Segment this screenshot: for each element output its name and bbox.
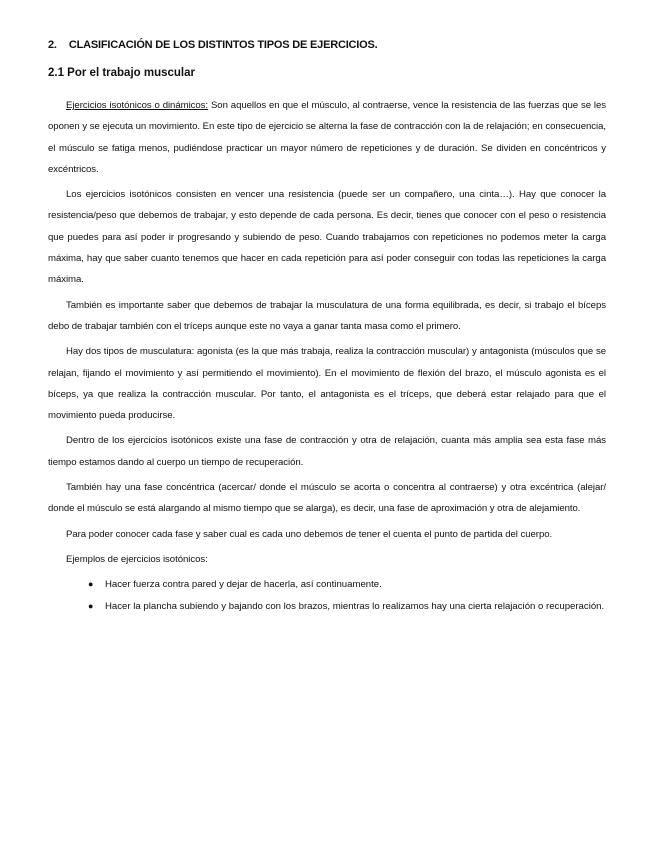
section-number: 2. — [48, 39, 57, 51]
list-item-text: Hacer la plancha subiendo y bajando con los brazos, mientras lo realizamos hay una cierta relajación o recuperación. — [105, 600, 605, 612]
paragraph-agonist-antagonist: Hay dos tipos de musculatura: agonista (es la que más trabaja, realiza la contracción muscular) y antagonista (músculos que se relajan, fijando el movimiento y así permitiendo el movimiento). En el movimiento de flexión del brazo, el músculo agonista es el bíceps, ya que realiza la contracción muscular. Por tanto, el antagonista es el tríceps, que deberá estar relajado para que el movimiento pueda producirse. — [48, 346, 606, 422]
paragraph-concentric-eccentric: También hay una fase concéntrica (acercar/ donde el músculo se acorta o concentra al contraerse) y otra excéntrica (alejar/ donde el músculo se está alargando al mismo tiempo que se alarga), es decir, una fase de aproximación y otra de alejamiento. — [48, 482, 606, 515]
paragraph-examples-intro: Ejemplos de ejercicios isotónicos: — [66, 553, 208, 565]
document-page — [48, 38, 606, 617]
examples-list — [48, 574, 606, 617]
bullet-icon: ● — [88, 579, 94, 590]
paragraph-contraction-relaxation: Dentro de los ejercicios isotónicos existe una fase de contracción y otra de relajación, cuanta más amplia sea esta fase más tiempo estamos dando al cuerpo un tiempo de recuperación. — [48, 435, 606, 468]
section-title: CLASIFICACIÓN DE LOS DISTINTOS TIPOS DE EJERCICIOS. — [68, 39, 378, 51]
subsection-heading: 2.1 Por el trabajo muscular — [48, 67, 196, 79]
paragraph-balanced-musculature: También es importante saber que debemos de trabajar la musculatura de una forma equilibrada, es decir, si trabajo el bíceps debo de trabajar también con el tríceps aunque este no vaya a ganar tanta masa como el primero. — [48, 299, 606, 332]
section-heading — [48, 38, 606, 53]
list-item — [88, 574, 606, 595]
bullet-icon: ● — [88, 600, 94, 611]
list-item-text: Hacer fuerza contra pared y dejar de hacerla, así continuamente. — [105, 579, 382, 591]
paragraph-starting-point: Para poder conocer cada fase y saber cual es cada uno debemos de tener el cuenta el punto de partida del cuerpo. — [66, 528, 553, 540]
paragraph-isotonic-definition — [48, 95, 606, 180]
paragraph-resistance: Los ejercicios isotónicos consisten en vencer una resistencia (puede ser un compañero, una cinta…). Hay que conocer la resistencia/peso que debemos de trabajar, y esto depende de cada persona. Es decir, tienes que conocer con el peso o resistencia que puedes para así poder ir progresando y subiendo de peso. Cuando trabajamos con repeticiones no podemos meter la carga máxima, hay que saber cuanto tenemos que hacer en cada repetición para así poder conseguir con todas las repeticiones la carga máxima. — [48, 189, 606, 286]
paragraph-text: Son aquellos en que el músculo, al contraerse, vence la resistencia de las fuerzas que se les oponen y se ejecuta un movimiento. En este tipo de ejercicio se alterna la fase de contracción con la de relajación; en consecuencia, el músculo se fatiga menos, pudiéndose practicar un mayor número de repeticiones y de duración. Se dividen en concéntricos y excéntricos. — [48, 100, 607, 175]
list-item — [88, 596, 606, 617]
underlined-term: Ejercicios isotónicos o dinámicos: — [66, 100, 209, 111]
